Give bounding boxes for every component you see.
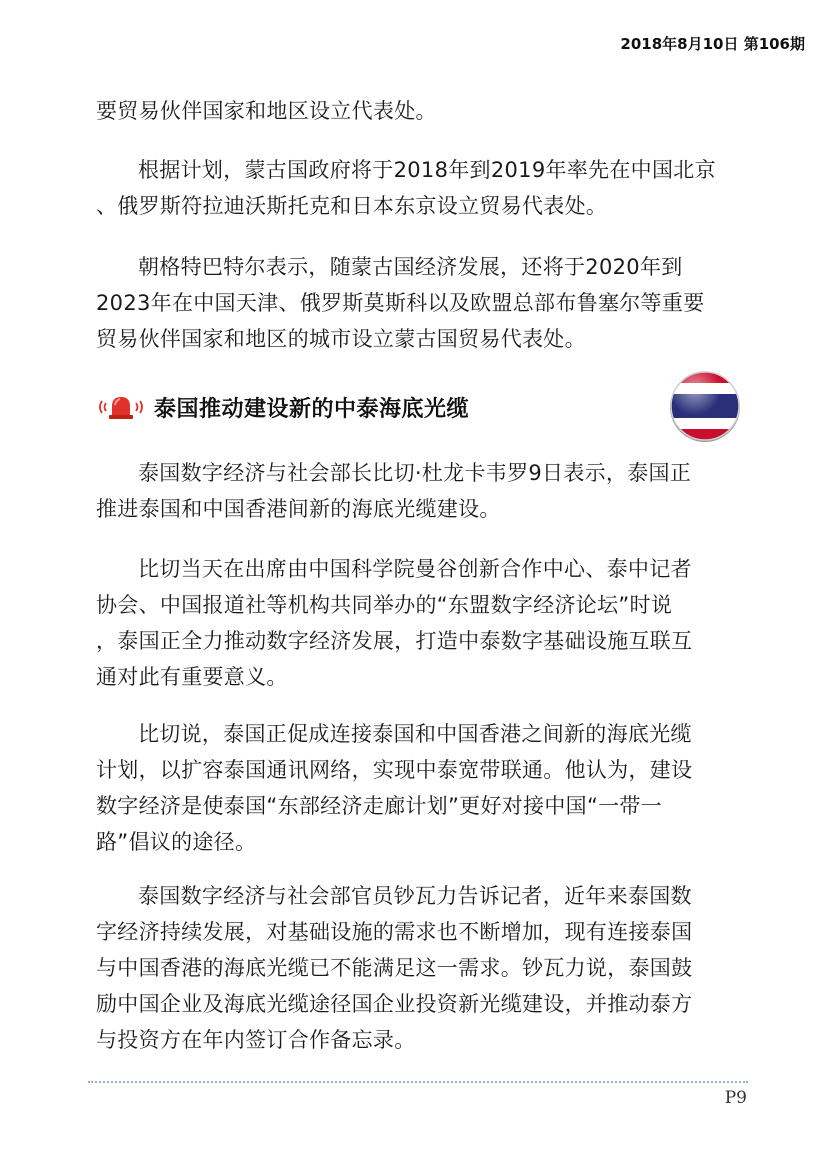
paragraph-line: 要贸易伙伴国家和地区设立代表处。 (96, 99, 437, 123)
paragraph-line: 字经济持续发展，对基础设施的需求也不断增加，现有连接泰国 (96, 920, 693, 944)
footer-divider (88, 1081, 748, 1083)
paragraph (96, 551, 744, 695)
paragraph (96, 716, 744, 860)
paragraph (96, 249, 744, 357)
paragraph (96, 93, 744, 129)
paragraph-line: 计划，以扩容泰国通讯网络，实现中泰宽带联通。他认为，建设 (96, 758, 693, 782)
paragraph (96, 878, 744, 1058)
paragraph-line: 贸易伙伴国家和地区的城市设立蒙古国贸易代表处。 (96, 327, 586, 351)
paragraph-line: 泰国数字经济与社会部长比切·杜龙卡韦罗9日表示，泰国正 (138, 461, 692, 485)
paragraph-line: 、俄罗斯符拉迪沃斯托克和日本东京设立贸易代表处。 (96, 194, 608, 218)
thailand-flag-icon (668, 369, 742, 443)
paragraph (96, 152, 744, 224)
paragraph-line: 推进泰国和中国香港间新的海底光缆建设。 (96, 497, 501, 521)
paragraph-line: 比切当天在出席由中国科学院曼谷创新合作中心、泰中记者 (138, 557, 692, 581)
paragraph-line: 比切说，泰国正促成连接泰国和中国香港之间新的海底光缆 (138, 722, 692, 746)
page-number: P9 (724, 1088, 747, 1108)
paragraph-line: 数字经济是使泰国“东部经济走廊计划”更好对接中国“一带一 (96, 794, 663, 818)
paragraph (96, 455, 744, 527)
paragraph-line: 2023年在中国天津、俄罗斯莫斯科以及欧盟总部布鲁塞尔等重要 (96, 291, 705, 315)
section-heading (96, 385, 469, 429)
issue-date: 2018年8月10日 第106期 (620, 35, 805, 53)
paragraph-line: 根据计划，蒙古国政府将于2018年到2019年率先在中国北京 (138, 158, 716, 182)
paragraph-line: 路”倡议的途径。 (96, 830, 257, 854)
paragraph-line: 协会、中国报道社等机构共同举办的“东盟数字经济论坛”时说 (96, 593, 673, 617)
paragraph-line: 泰国数字经济与社会部官员钞瓦力告诉记者，近年来泰国数 (138, 884, 692, 908)
paragraph-line: 与投资方在年内签订合作备忘录。 (96, 1028, 416, 1052)
paragraph-line: ，泰国正全力推动数字经济发展，打造中泰数字基础设施互联互 (96, 629, 693, 653)
paragraph-line: 通对此有重要意义。 (96, 665, 288, 689)
section-title: 泰国推动建设新的中泰海底光缆 (154, 396, 470, 422)
paragraph-line: 励中国企业及海底光缆途径国企业投资新光缆建设，并推动泰方 (96, 992, 693, 1016)
paragraph-line: 朝格特巴特尔表示，随蒙古国经济发展，还将于2020年到 (138, 255, 683, 279)
alarm-bell-icon (96, 391, 146, 423)
paragraph-line: 与中国香港的海底光缆已不能满足这一需求。钞瓦力说，泰国鼓 (96, 956, 693, 980)
